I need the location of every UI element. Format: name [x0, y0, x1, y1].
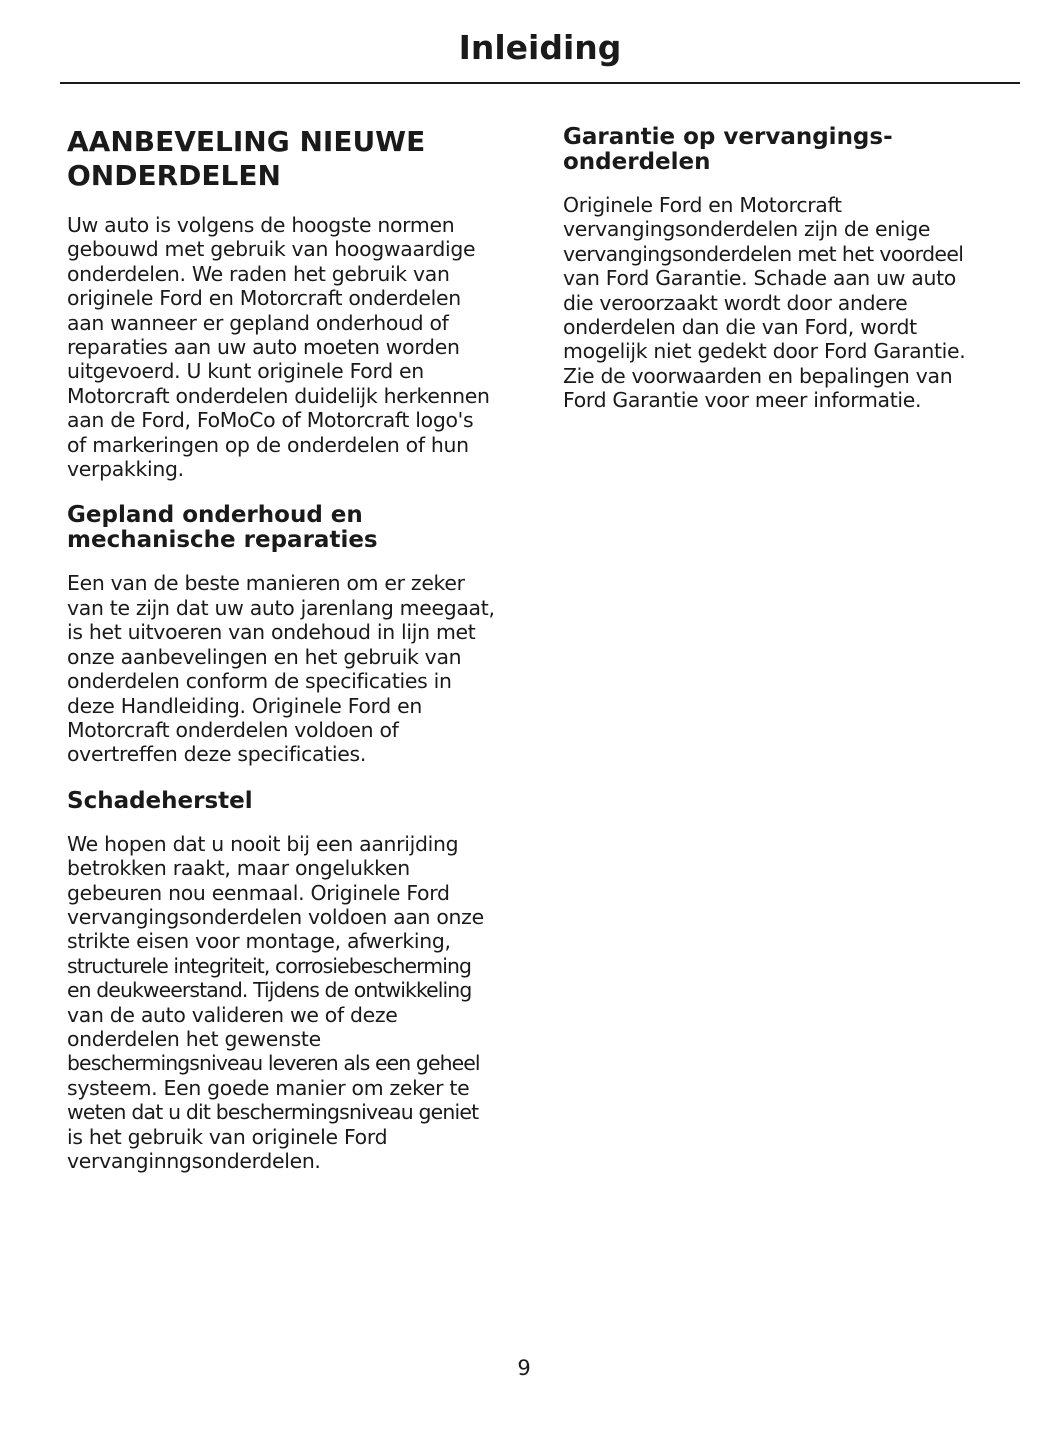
text-line: weten dat u dit beschermingsniveau geniet	[67, 1100, 479, 1125]
intro-paragraph	[67, 213, 527, 481]
text-line: betrokken raakt, maar ongelukken	[67, 856, 410, 881]
text-line: mogelijk niet gedekt door Ford Garantie.	[563, 339, 966, 364]
text-line: verpakking.	[67, 457, 184, 482]
warranty-paragraph	[563, 193, 1013, 413]
text-line: systeem. Een goede manier om zeker te	[67, 1075, 470, 1100]
heading-line: onderdelen	[563, 149, 711, 175]
heading-line: Gepland onderhoud en	[67, 502, 363, 529]
text-line: Originele Ford en Motorcraft	[563, 193, 842, 217]
text-line: Ford Garantie voor meer informatie.	[563, 388, 922, 413]
right-column	[563, 125, 1013, 435]
text-line: vervangingsonderdelen zijn de enige	[563, 217, 931, 242]
text-line: vervanginngsonderdelen.	[67, 1149, 321, 1173]
repair-heading: Schadeherstel	[67, 787, 253, 814]
text-line: originele Ford en Motorcraft onderdelen	[67, 286, 461, 311]
section-title	[67, 125, 527, 193]
text-line: Motorcraft onderdelen voldoen of	[67, 717, 399, 742]
text-line: vervangingsonderdelen met het voordeel	[563, 241, 964, 266]
text-line: Een van de beste manieren om er zeker	[67, 571, 465, 596]
text-line: overtreffen deze specificaties.	[67, 742, 367, 767]
text-line: We hopen dat u nooit bij een aanrijding	[67, 831, 459, 856]
text-line: aan wanneer er gepland onderhoud of	[67, 310, 449, 335]
text-line: is het gebruik van originele Ford	[67, 1124, 388, 1149]
text-line: onderdelen conform de specificaties in	[67, 669, 452, 694]
text-line: deze Handleiding. Originele Ford en	[67, 693, 422, 718]
text-line: structurele integriteit, corrosiebescherming	[67, 953, 472, 978]
text-line: onderdelen het gewenste	[67, 1026, 321, 1051]
maintenance-heading	[67, 503, 527, 553]
text-line: Uw auto is volgens de hoogste normen	[67, 213, 455, 237]
text-line: gebouwd met gebruik van hoogwaardige	[67, 237, 476, 262]
text-line: aan de Ford, FoMoCo of Motorcraft logo's	[67, 408, 474, 433]
text-line: onderdelen dan die van Ford, wordt	[563, 315, 917, 340]
text-line: strikte eisen voor montage, afwerking,	[67, 929, 451, 954]
warranty-heading	[563, 125, 1013, 175]
heading-line: mechanische reparaties	[67, 527, 378, 554]
text-line: en deukweerstand. Tijdens de ontwikkeling	[67, 978, 472, 1003]
text-line: Motorcraft onderdelen duidelijk herkennen	[67, 383, 490, 408]
heading-line: Garantie op vervangings-	[563, 124, 893, 150]
text-line: van Ford Garantie. Schade aan uw auto	[563, 266, 956, 291]
section-title-line: AANBEVELING NIEUWE	[67, 125, 426, 158]
text-line: beschermingsniveau leveren als een geheel	[67, 1051, 480, 1076]
section-title-line: ONDERDELEN	[67, 159, 281, 192]
page-header	[60, 22, 1020, 84]
text-line: vervangingsonderdelen voldoen aan onze	[67, 904, 484, 929]
text-line: of markeringen op de onderdelen of hun	[67, 432, 469, 457]
repair-paragraph	[67, 832, 527, 1174]
left-column	[67, 125, 527, 1195]
text-line: die veroorzaakt wordt door andere	[563, 290, 908, 315]
maintenance-paragraph	[67, 571, 527, 766]
text-line: uitgevoerd. U kunt originele Ford en	[67, 359, 424, 384]
text-line: van te zijn dat uw auto jarenlang meegaat,	[67, 595, 495, 620]
text-line: onze aanbevelingen en het gebruik van	[67, 644, 462, 669]
page-title: Inleiding	[458, 28, 622, 67]
text-line: van de auto valideren we of deze	[67, 1002, 398, 1027]
text-line: gebeuren nou eenmaal. Originele Ford	[67, 880, 450, 905]
text-line: Zie de voorwaarden en bepalingen van	[563, 363, 953, 388]
text-line: reparaties aan uw auto moeten worden	[67, 335, 460, 360]
page-number: 9	[517, 1356, 531, 1380]
text-line: is het uitvoeren van ondehoud in lijn met	[67, 620, 476, 645]
text-line: onderdelen. We raden het gebruik van	[67, 261, 450, 286]
